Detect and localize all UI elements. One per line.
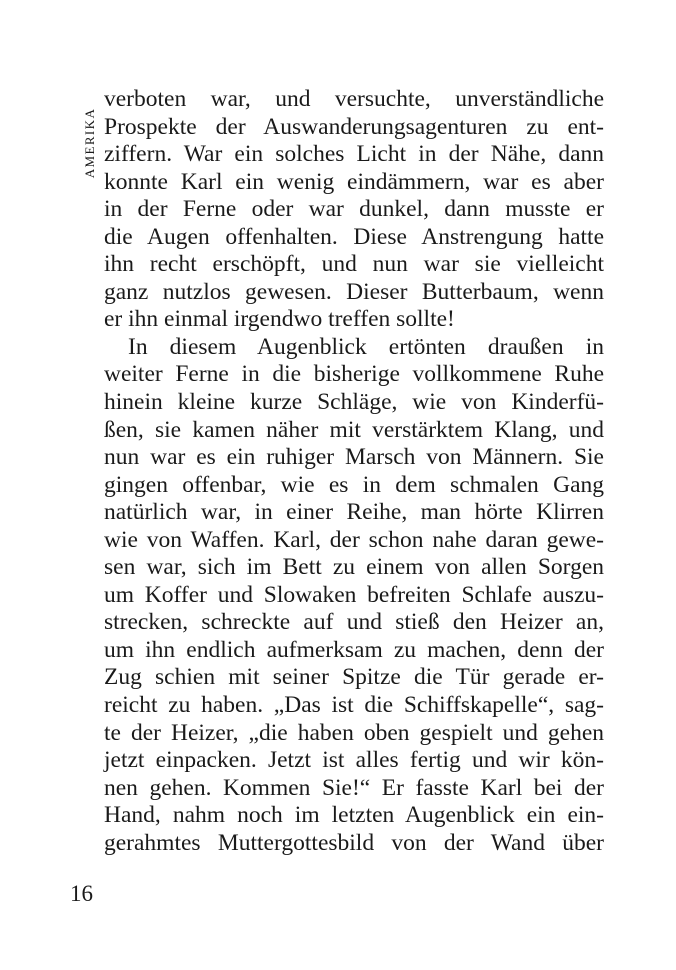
text-line: wie von Waffen. Karl, der schon nahe daran gewe- <box>104 526 604 553</box>
text-line: sen war, sich im Bett zu einem von allen Sorgen <box>104 554 604 581</box>
text-line: In diesem Augenblick ertönten draußen in <box>128 333 604 360</box>
text-line: te der Heizer, „die haben oben gespielt und gehen <box>104 719 604 746</box>
text-line: reicht zu haben. „Das ist die Schiffskapelle“, sag- <box>104 692 604 719</box>
paragraph <box>104 86 604 334</box>
paragraph <box>104 334 604 857</box>
text-line: um Koffer und Slowaken befreiten Schlafe auszu- <box>104 581 604 608</box>
text-line: hinein kleine kurze Schläge, wie von Kinderfü- <box>104 389 604 416</box>
text-line: gingen offenbar, wie es in dem schmalen Gang <box>104 471 604 498</box>
text-line: natürlich war, in einer Reihe, man hörte Klirren <box>104 499 604 526</box>
page-number: 16 <box>70 881 93 906</box>
text-line: konnte Karl ein wenig eindämmern, war es aber <box>104 168 604 195</box>
text-line: Hand, nahm noch im letzten Augenblick ein ein- <box>104 802 604 829</box>
text-line: verboten war, und versuchte, unverständliche <box>104 86 604 112</box>
text-line: Prospekte der Auswanderungsagenturen zu ent- <box>104 113 604 140</box>
text-line: um ihn endlich aufmerksam zu machen, denn der <box>104 636 604 663</box>
body-text <box>104 86 604 857</box>
text-line: nen gehen. Kommen Sie!“ Er fasste Karl bei der <box>104 774 604 801</box>
text-line: Zug schien mit seiner Spitze die Tür gerade er- <box>104 664 604 691</box>
text-line: in der Ferne oder war dunkel, dann musste er <box>104 196 604 223</box>
running-head <box>80 88 100 198</box>
text-line: ganz nutzlos gewesen. Dieser Butterbaum, wenn <box>104 278 604 305</box>
text-line: nun war es ein ruhiger Marsch von Männern. Sie <box>104 444 604 471</box>
text-line: er ihn einmal irgendwo treffen sollte! <box>104 306 455 333</box>
running-head-text: AMERIKA <box>82 107 97 179</box>
text-line: strecken, schreckte auf und stieß den Heizer an, <box>104 609 604 636</box>
text-line: weiter Ferne in die bisherige vollkommene Ruhe <box>104 361 604 388</box>
text-line: gerahmtes Muttergottesbild von der Wand über <box>104 829 604 856</box>
text-line: ihn recht erschöpft, und nun war sie vielleicht <box>104 251 604 278</box>
text-line: ziffern. War ein solches Licht in der Nähe, dann <box>104 141 604 168</box>
text-line: ßen, sie kamen näher mit verstärktem Klang, und <box>104 416 604 443</box>
text-line: die Augen offenhalten. Diese Anstrengung hatte <box>104 223 604 250</box>
text-line: jetzt einpacken. Jetzt ist alles fertig und wir kön- <box>104 747 604 774</box>
